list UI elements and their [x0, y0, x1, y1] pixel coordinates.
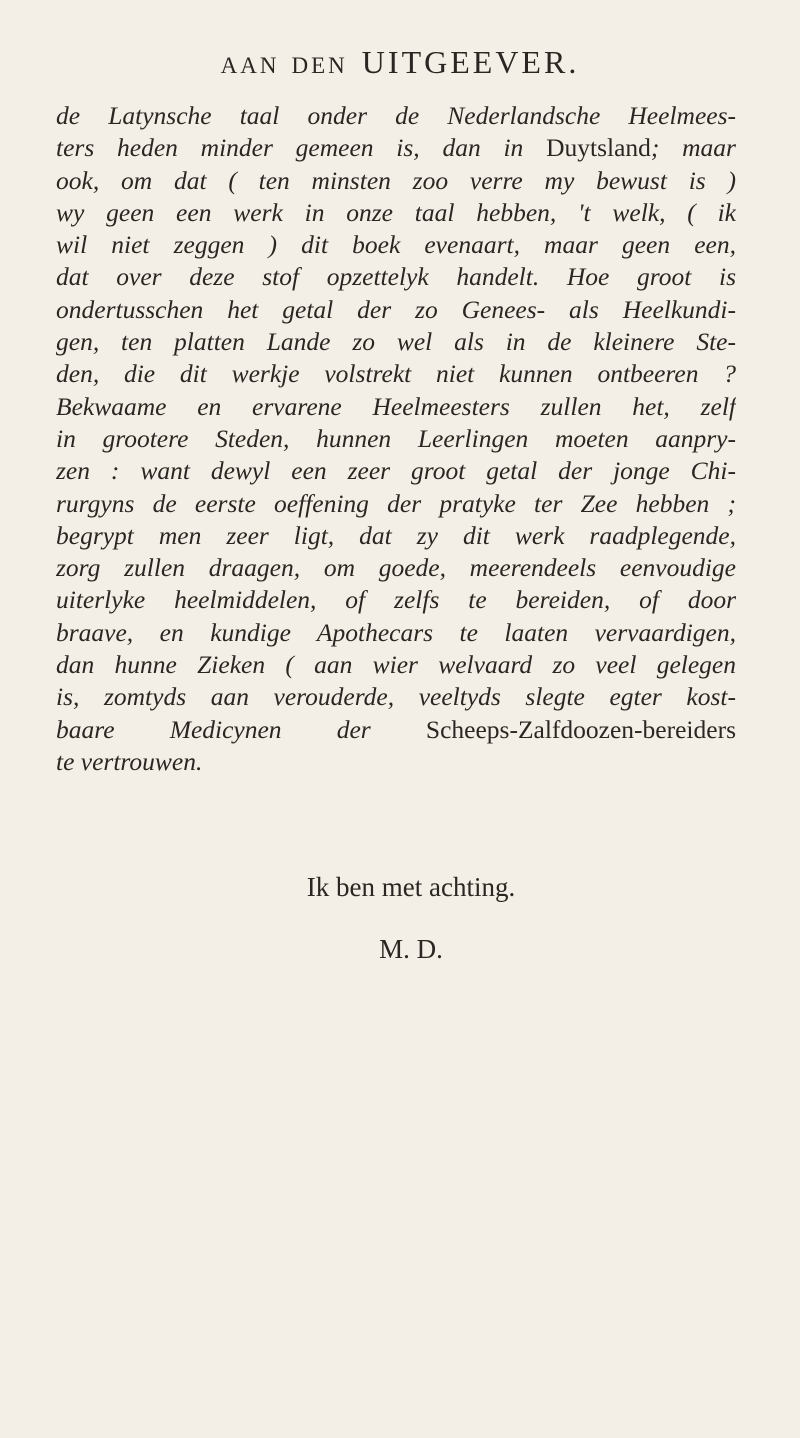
- text-line-2: ters heden minder gemeen is, dan in Duytsland; maar: [56, 133, 736, 163]
- text-line-20: baare Medicynen der Scheeps-Zalfdoozen-bereiders: [56, 714, 736, 744]
- header-word-1: AAN: [220, 53, 280, 78]
- header-word-2: DEN: [291, 53, 348, 78]
- text-line-11: in grootere Steden, hunnen Leerlingen moeten aanpry-: [56, 423, 736, 453]
- text-line-9: den, die dit werkje volstrekt niet kunnen ontbeeren ?: [56, 359, 736, 389]
- text-line-5: wil niet zeggen ) dit boek evenaart, maar geen een,: [56, 230, 736, 260]
- text-line-1: de Latynsche taal onder de Nederlandsche Heelmees-: [56, 101, 736, 130]
- text-line-19: is, zomtyds aan verouderde, veeltyds slegte egter kost-: [56, 682, 736, 712]
- text-line-18: dan hunne Zieken ( aan wier welvaard zo veel gelegen: [56, 650, 736, 680]
- text-line-17: braave, en kundige Apothecars te laaten vervaardigen,: [56, 617, 736, 647]
- text-line-7: ondertusschen het getal der zo Genees- als Heelkundi-: [56, 294, 736, 324]
- text-line-4: wy geen een werk in onze taal hebben, 't welk, ( ik: [56, 197, 736, 227]
- text-line-13: rurgyns de eerste oeffening der pratyke ter Zee hebben ;: [56, 488, 736, 518]
- text-line-10: Bekwaame en ervarene Heelmeesters zullen het, zelf: [56, 391, 736, 421]
- header-word-3: UITGEEVER.: [361, 44, 580, 80]
- text-line-16: uiterlyke heelmiddelen, of zelfs te bereiden, of door: [56, 585, 736, 615]
- text-line-12: zen : want dewyl een zeer groot getal der jonge Chi-: [56, 456, 736, 486]
- text-line-15: zorg zullen draagen, om goede, meerendeels eenvoudige: [56, 553, 736, 583]
- text-line-8: gen, ten platten Lande zo wel als in de kleinere Ste-: [56, 327, 736, 357]
- text-line-3: ook, om dat ( ten minsten zoo verre my bewust is ): [56, 165, 736, 195]
- text-line-14: begrypt men zeer ligt, dat zy dit werk raadplegende,: [56, 520, 736, 550]
- body-text: [56, 100, 736, 778]
- closing-salutation: Ik ben met achting.: [306, 872, 516, 902]
- text-line-21: te vertrouwen.: [56, 746, 203, 776]
- signature-initials: M. D.: [379, 934, 443, 964]
- text-line-6: dat over deze stof opzettelyk handelt. Hoe groot is: [56, 262, 736, 292]
- running-header: [0, 44, 800, 81]
